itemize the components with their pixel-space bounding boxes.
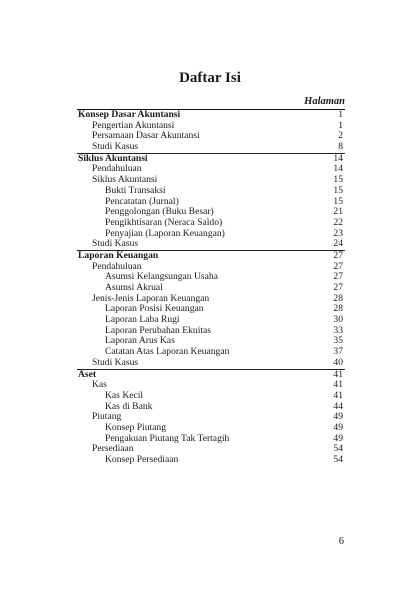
toc-entry-title: Pengakuan Piutang Tak Tertagih [105, 432, 230, 444]
toc-entry-page: 27 [333, 260, 343, 272]
toc-entry-title: Siklus Akuntansi [78, 152, 148, 164]
toc-entry-page: 54 [333, 454, 343, 465]
page-column-header: Halaman [304, 96, 345, 107]
toc-entry-title: Bukti Transaksi [105, 184, 166, 196]
toc-entry-page: 27 [333, 282, 343, 293]
toc-entry-title: Asumsi Kelangsungan Usaha [105, 271, 218, 283]
toc-entry-title: Asumsi Akrual [105, 282, 163, 293]
toc-entry-page: 1 [338, 119, 343, 131]
toc-entry-title: Konsep Dasar Akuntansi [78, 109, 181, 120]
toc-entry-page: 28 [333, 292, 343, 304]
toc-entry-page: 54 [333, 443, 343, 455]
toc-entry-page: 15 [333, 174, 343, 186]
page-number: 6 [338, 536, 344, 547]
toc-section-row[interactable] [77, 369, 345, 381]
toc-entry-page: 37 [333, 346, 343, 358]
toc-entry-row[interactable] [77, 186, 345, 197]
toc-entry-title: Pencatatan (Jurnal) [105, 195, 179, 207]
toc-entry-row[interactable] [77, 391, 345, 402]
toc-entry-page: 21 [333, 206, 343, 218]
toc-entry-page: 2 [338, 130, 343, 142]
toc-entry-title: Persamaan Dasar Akuntansi [92, 130, 200, 142]
toc-entry-page: 28 [333, 303, 343, 315]
toc-entry-title: Pendahuluan [92, 163, 142, 175]
toc-entry-page: 49 [333, 432, 343, 444]
toc-entry-title: Kas Kecil [105, 389, 144, 401]
toc-entry-title: Laporan Laba Rugi [105, 314, 180, 326]
toc-entry-page: 41 [333, 379, 343, 391]
toc-entry-title: Studi Kasus [92, 238, 139, 250]
toc-entry-page: 49 [333, 411, 343, 423]
toc-entry-page: 44 [333, 400, 343, 412]
toc-entry-page: 41 [333, 368, 343, 380]
toc-entry-page: 15 [333, 195, 343, 207]
toc-entry-title: Konsep Piutang [105, 421, 167, 433]
toc-entry-page: 33 [333, 324, 343, 336]
toc-entry-title: Pendahuluan [92, 260, 142, 272]
toc-entry-title: Kas [92, 379, 107, 391]
toc-entry-title: Laporan Perubahan Ekuitas [105, 324, 212, 336]
toc-entry-title: Jenis-Jenis Laporan Keuangan [92, 292, 210, 304]
toc-entry-page: 15 [333, 184, 343, 196]
page-title: Daftar Isi [179, 70, 241, 86]
toc-entry-title: Laporan Posisi Keuangan [105, 303, 204, 315]
toc-entry-page: 8 [338, 141, 343, 153]
toc-entry-title: Persediaan [92, 443, 134, 455]
toc-entry-row[interactable] [77, 142, 345, 153]
toc-entry-title: Pengikhtisaran (Neraca Saldo) [105, 216, 223, 228]
toc-entry-title: Pengertian Akuntansi [92, 119, 175, 131]
toc-entry-title: Aset [78, 368, 97, 380]
toc-entry-row[interactable] [77, 358, 345, 369]
toc-entry-title: Konsep Persediaan [105, 454, 179, 465]
toc-entry-page: 41 [333, 389, 343, 401]
toc-entry-title: Studi Kasus [92, 356, 139, 368]
toc-entry-page: 14 [333, 163, 343, 175]
toc-entry-title: Penggolongan (Buku Besar) [105, 206, 214, 218]
toc-entry-page: 22 [333, 216, 343, 228]
toc-entry-title: Piutang [92, 411, 122, 423]
toc-entry-page: 1 [338, 109, 343, 120]
toc-entry-page: 23 [333, 227, 343, 239]
toc-section-row[interactable] [77, 109, 345, 121]
toc-entry-page: 30 [333, 314, 343, 326]
toc-entry-title: Kas di Bank [105, 400, 153, 412]
toc-entry-page: 49 [333, 421, 343, 433]
toc-entry-page: 27 [333, 271, 343, 283]
toc-entry-title: Laporan Arus Kas [105, 335, 175, 347]
toc-entry-page: 14 [333, 152, 343, 164]
toc-entry-row[interactable] [77, 455, 345, 466]
table-of-contents [77, 109, 345, 466]
toc-entry-page: 27 [333, 249, 343, 261]
toc-entry-page: 40 [333, 356, 343, 368]
toc-entry-row[interactable] [77, 218, 345, 229]
toc-entry-page: 24 [333, 238, 343, 250]
toc-entry-title: Studi Kasus [92, 141, 139, 153]
toc-entry-title: Laporan Keuangan [78, 249, 159, 261]
toc-entry-title: Siklus Akuntansi [92, 174, 158, 186]
toc-entry-title: Penyajian (Laporan Keuangan) [105, 227, 225, 239]
toc-section-row[interactable] [77, 250, 345, 262]
toc-entry-page: 35 [333, 335, 343, 347]
toc-entry-row[interactable] [77, 239, 345, 250]
toc-entry-title: Catatan Atas Laporan Keuangan [105, 346, 230, 358]
